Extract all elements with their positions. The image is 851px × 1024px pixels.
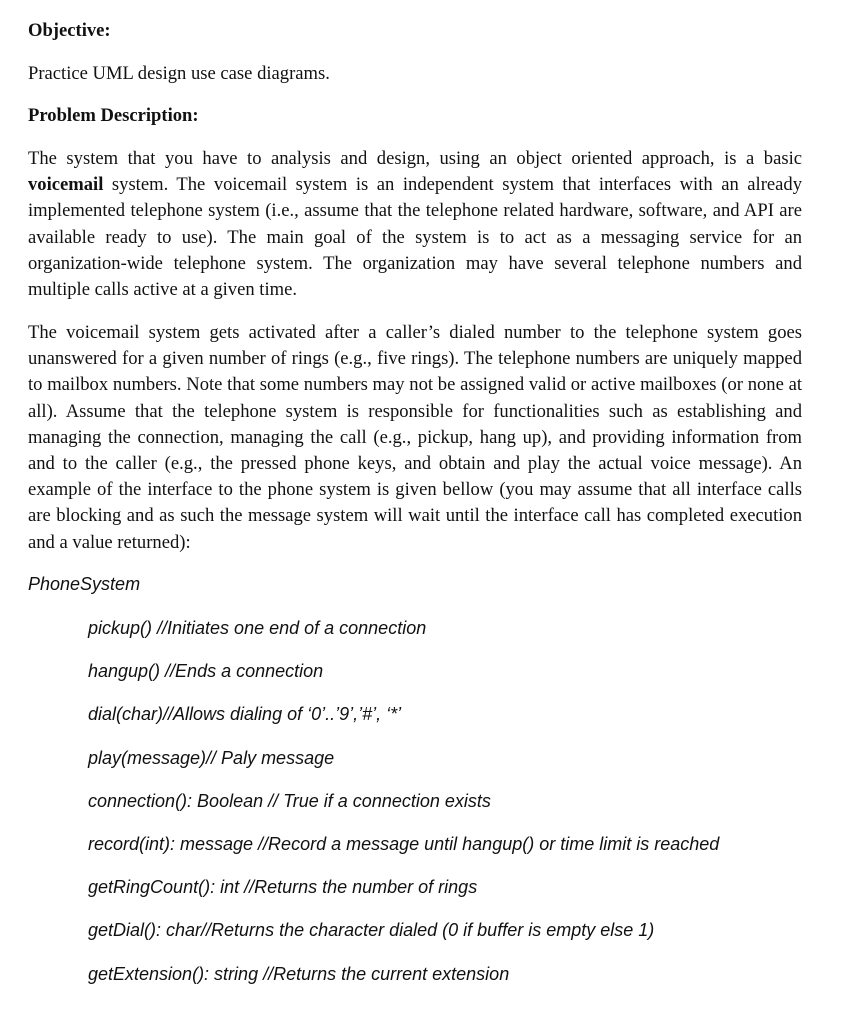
problem-paragraph-2: The voicemail system gets activated after a caller’s dialed number to the telephone system goes unanswered for a given number of rings (e.g., five rings). The telephone numbers are uniquely mapped to mailbox numbers. Note that some numbers may not be assigned valid or active mailboxes (or none at all). Assume that the telephone system is responsible for functionalities such as establishing and managing the connection, managing the call (e.g., pickup, hang up), and providing information from and to the caller (e.g., the pressed phone keys, and obtain and play the actual voice message). An example of the interface to the phone system is given bellow (you may assume that all interface calls are blocking and as such the message system will wait until the interface call has completed execution and a value returned): xyxy=(28,322,802,553)
problem-p1-end: system. The voicemail system is an independent system that interfaces with an already implemented telephone system (i.e., assume that the telephone related hardware, software, and API are available ready to use). The main goal of the system is to act as a messaging service for an organization-wide telephone system. The organization may have several telephone numbers and multiple calls active at a given time. xyxy=(28,174,802,301)
interface-method-connection: connection(): Boolean // True if a connection exists xyxy=(88,791,491,811)
interface-method-hangup: hangup() //Ends a connection xyxy=(88,661,324,681)
interface-method-getdial: getDial(): char//Returns the character dialed (0 if buffer is empty else 1) xyxy=(88,920,655,940)
problem-heading: Problem Description: xyxy=(28,105,199,126)
interface-method-getringcount: getRingCount(): int //Returns the number of rings xyxy=(88,877,478,897)
interface-method-getextension: getExtension(): string //Returns the current extension xyxy=(88,964,510,984)
interface-method-dial: dial(char)//Allows dialing of ‘0’..’9’,’#’, ‘*’ xyxy=(88,704,402,724)
problem-paragraph-1 xyxy=(28,146,802,303)
interface-method-pickup: pickup() //Initiates one end of a connection xyxy=(88,618,427,638)
voicemail-bold-term: voicemail xyxy=(28,174,104,196)
interface-method-play: play(message)// Paly message xyxy=(88,748,335,768)
interface-method-record: record(int): message //Record a message until hangup() or time limit is reached xyxy=(88,834,720,854)
interface-title: PhoneSystem xyxy=(28,574,141,594)
problem-p1-start: The system that you have to analysis and design, using an object oriented approach, is a basic xyxy=(28,148,802,169)
objective-heading: Objective: xyxy=(28,20,111,41)
objective-text: Practice UML design use case diagrams. xyxy=(28,63,330,84)
